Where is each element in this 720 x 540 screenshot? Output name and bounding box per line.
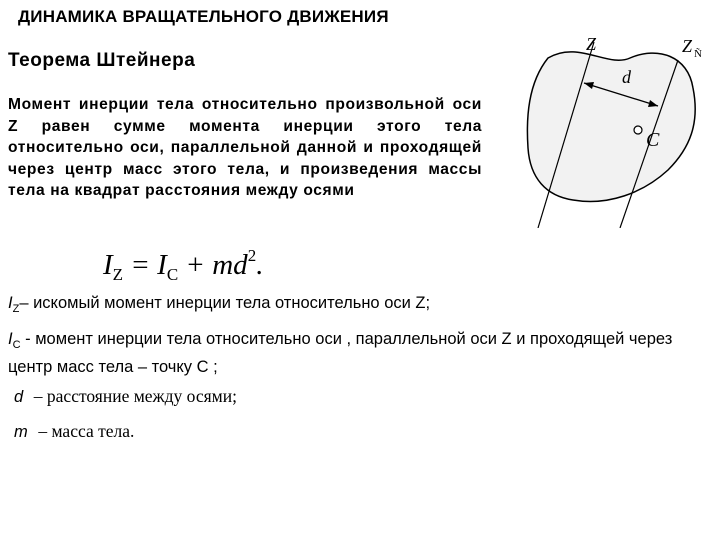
definition-text: – масса тела.	[38, 421, 135, 441]
definition-text: – искомый момент инерции тела относительно оси Z;	[19, 294, 431, 312]
distance-d-label: d	[622, 67, 631, 87]
definition-m	[14, 420, 614, 443]
axis-zc-sub: Ñ	[694, 48, 702, 60]
definition-ic	[8, 328, 708, 378]
formula-plus: +	[185, 249, 205, 281]
formula-equals: =	[130, 249, 150, 281]
definition-symbol: $I_Z$	[8, 294, 20, 315]
axis-zc-label: Z	[682, 36, 693, 56]
definition-symbol: d	[14, 388, 24, 406]
formula-lhs: I	[103, 249, 113, 281]
steiner-diagram	[518, 28, 710, 228]
definition-text: – расстояние между осями;	[33, 386, 237, 406]
steiner-formula	[103, 246, 263, 285]
axis-z-label: Z	[586, 34, 597, 54]
page-title: ДИНАМИКА ВРАЩАТЕЛЬНОГО ДВИЖЕНИЯ	[18, 7, 389, 26]
definition-symbol: $I_C$	[8, 330, 21, 351]
formula-rhs2-sup: 2	[247, 246, 257, 265]
theorem-heading: Теорема Штейнера	[8, 50, 196, 71]
center-c-label: C	[646, 129, 660, 151]
formula-end: .	[256, 249, 264, 281]
formula-rhs1-sub: C	[166, 265, 179, 284]
formula-rhs1: I	[157, 249, 167, 281]
definition-iz	[8, 292, 708, 320]
definition-d	[14, 385, 614, 408]
formula-rhs2: md	[212, 249, 248, 281]
formula-lhs-sub: Z	[112, 265, 124, 284]
definition-symbol: m	[14, 423, 28, 441]
definition-text: - момент инерции тела относительно оси , параллельной оси Z и проходящей через центр масс тела – точку С ;	[8, 330, 673, 376]
theorem-statement: Момент инерции тела относительно произвольной оси Z равен сумме момента инерции этого тела относительно оси, параллельной данной и проходящей через центр масс этого тела, и произведения массы тела на квадрат расстояния между осями	[8, 96, 482, 199]
center-of-mass-point	[634, 126, 642, 134]
